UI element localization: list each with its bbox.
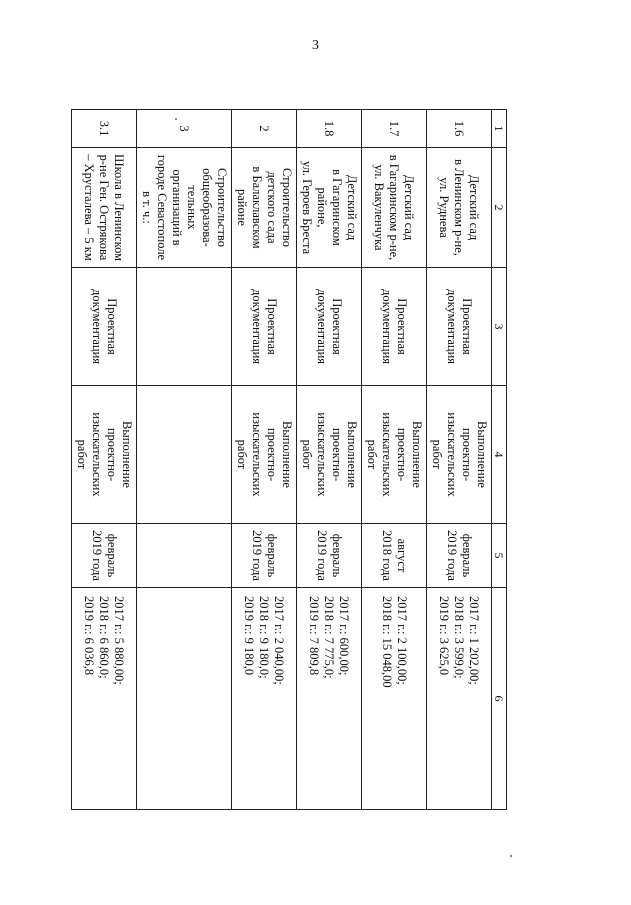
funding-amounts-line: 2018 г.: 9 180,0; [257, 596, 272, 679]
table-row [296, 110, 361, 810]
funding-amounts [136, 588, 231, 810]
funding-amounts-line: 2018 г.: 6 860,0; [97, 596, 112, 679]
document-type [71, 268, 136, 386]
works-description [71, 386, 136, 524]
table-row [136, 110, 231, 810]
works-description-line: Выполнение [344, 421, 359, 488]
rotated-table-frame [74, 109, 507, 809]
document-type [426, 268, 491, 386]
object-name-line: р-не Ген. Острякова [97, 154, 112, 261]
document-type-line: документация [314, 288, 329, 365]
document-type-line: документация [444, 288, 459, 365]
object-name-line: в Балаклавском [249, 166, 264, 249]
project-table [71, 109, 507, 810]
funding-amounts-line: 2018 г.: 3 599,0; [452, 596, 467, 679]
column-header-3: 3 [491, 268, 506, 386]
object-name-line: районе, [314, 187, 329, 228]
funding-amounts [296, 588, 361, 810]
object-name [71, 148, 136, 268]
funding-amounts-line: 2019 г.: 6 036,8 [82, 596, 97, 676]
table-row [361, 110, 426, 810]
funding-amounts [71, 588, 136, 810]
table-header-row [491, 110, 506, 810]
object-name [296, 148, 361, 268]
funding-amounts [426, 588, 491, 810]
object-name-line: организаций в [169, 169, 184, 246]
object-name [426, 148, 491, 268]
works-description-line: проектно- [264, 427, 279, 482]
row-number: 3 [136, 110, 231, 148]
row-number: 1.7 [361, 110, 426, 148]
object-name-line: ул. Руднева [437, 177, 452, 238]
object-name [361, 148, 426, 268]
works-description-line: работ [429, 439, 444, 470]
row-number: 3.1 [71, 110, 136, 148]
works-description-line: изыскательских [379, 412, 394, 497]
document-type-line: документация [249, 288, 264, 365]
document-type-line: Проектная [264, 298, 279, 355]
document-type [136, 268, 231, 386]
page-number: 3 [312, 38, 319, 53]
funding-amounts-line: 2017 г.: 2 100,00; [394, 596, 409, 685]
column-header-6: 6 [491, 588, 506, 810]
table-row [426, 110, 491, 810]
object-name-line: в Ленинском р-не, [452, 159, 467, 256]
document-type-line: Проектная [394, 298, 409, 355]
funding-amounts-line: 2019 г.: 9 180,0 [242, 596, 257, 676]
works-description-line: изыскательских [314, 412, 329, 497]
funding-amounts-line: 2019 г.: 7 809,8 [307, 596, 322, 676]
document-type-line: документация [89, 288, 104, 365]
object-name-line: районе [234, 189, 249, 226]
row-number: 1.6 [426, 110, 491, 148]
works-description [361, 386, 426, 524]
object-name-line: детского сада [264, 171, 279, 244]
object-name-line: Строительство [214, 167, 229, 247]
works-description-line: работ [234, 439, 249, 470]
table-row [71, 110, 136, 810]
works-description-line: работ [364, 439, 379, 470]
works-description-line: Выполнение [279, 421, 294, 488]
table-container [74, 109, 507, 809]
object-name-line: городе Севастополе [154, 154, 169, 261]
document-type [361, 268, 426, 386]
works-description-line: Выполнение [409, 421, 424, 488]
table-body [71, 110, 491, 810]
document-type [296, 268, 361, 386]
object-name-line: ул. Героев Бреста [299, 160, 314, 255]
object-name-line: в Гагаринском [329, 169, 344, 246]
object-name-line: Детский сад [467, 174, 482, 241]
works-description [296, 386, 361, 524]
deadline: август 2018 года [361, 524, 426, 588]
works-description [136, 386, 231, 524]
document-type [231, 268, 296, 386]
works-description-line: работ [299, 439, 314, 470]
object-name-line: общеобразова- [199, 168, 214, 247]
deadline: февраль 2019 года [231, 524, 296, 588]
works-description-line: проектно- [394, 427, 409, 482]
funding-amounts-line: 2018 г.: 15 048,00 [379, 596, 394, 688]
document-type-line: Проектная [459, 298, 474, 355]
funding-amounts [231, 588, 296, 810]
object-name-line: Детский сад [402, 174, 417, 241]
funding-amounts [361, 588, 426, 810]
deadline [136, 524, 231, 588]
funding-amounts-line: 2017 г.: 600,00; [337, 596, 352, 676]
row-number: 2 [231, 110, 296, 148]
object-name-line: Школа в Ленинском [112, 154, 127, 261]
column-header-2: 2 [491, 148, 506, 268]
document-type-line: документация [379, 288, 394, 365]
works-description-line: проектно- [459, 427, 474, 482]
works-description-line: изыскательских [89, 412, 104, 497]
table-row [231, 110, 296, 810]
object-name [136, 148, 231, 268]
funding-amounts-line: 2017 г.: 5 880,00; [112, 596, 127, 685]
deadline: февраль 2019 года [296, 524, 361, 588]
object-name-line: ул. Вакуленчука [372, 164, 387, 251]
works-description [426, 386, 491, 524]
funding-amounts-line: 2019 г.: 3 625,0 [437, 596, 452, 676]
row-number: 1.8 [296, 110, 361, 148]
object-name-line: Детский сад [344, 174, 359, 241]
deadline: февраль 2019 года [426, 524, 491, 588]
works-description [231, 386, 296, 524]
object-name [231, 148, 296, 268]
funding-amounts-line: 2017 г.: 1 202,00; [467, 596, 482, 685]
scan-speck [510, 855, 512, 857]
column-header-5: 5 [491, 524, 506, 588]
works-description-line: Выполнение [119, 421, 134, 488]
works-description-line: изыскательских [444, 412, 459, 497]
funding-amounts-line: 2018 г.: 7 775,0; [322, 596, 337, 679]
works-description-line: работ [74, 439, 89, 470]
column-header-4: 4 [491, 386, 506, 524]
document-type-line: Проектная [104, 298, 119, 355]
object-name-line: Строительство [279, 167, 294, 247]
object-name-line: в т. ч.: [139, 191, 154, 224]
works-description-line: Выполнение [474, 421, 489, 488]
object-name-line: в Гагаринском р-не, [387, 154, 402, 261]
column-header-1: 1 [491, 110, 506, 148]
works-description-line: проектно- [329, 427, 344, 482]
object-name-line: тельных [184, 185, 199, 230]
object-name-line: – Хрусталева – 5 км [82, 154, 97, 261]
works-description-line: проектно- [104, 427, 119, 482]
works-description-line: изыскательских [249, 412, 264, 497]
deadline: февраль 2019 года [71, 524, 136, 588]
funding-amounts-line: 2017 г.: 2 040,00; [272, 596, 287, 685]
document-type-line: Проектная [329, 298, 344, 355]
